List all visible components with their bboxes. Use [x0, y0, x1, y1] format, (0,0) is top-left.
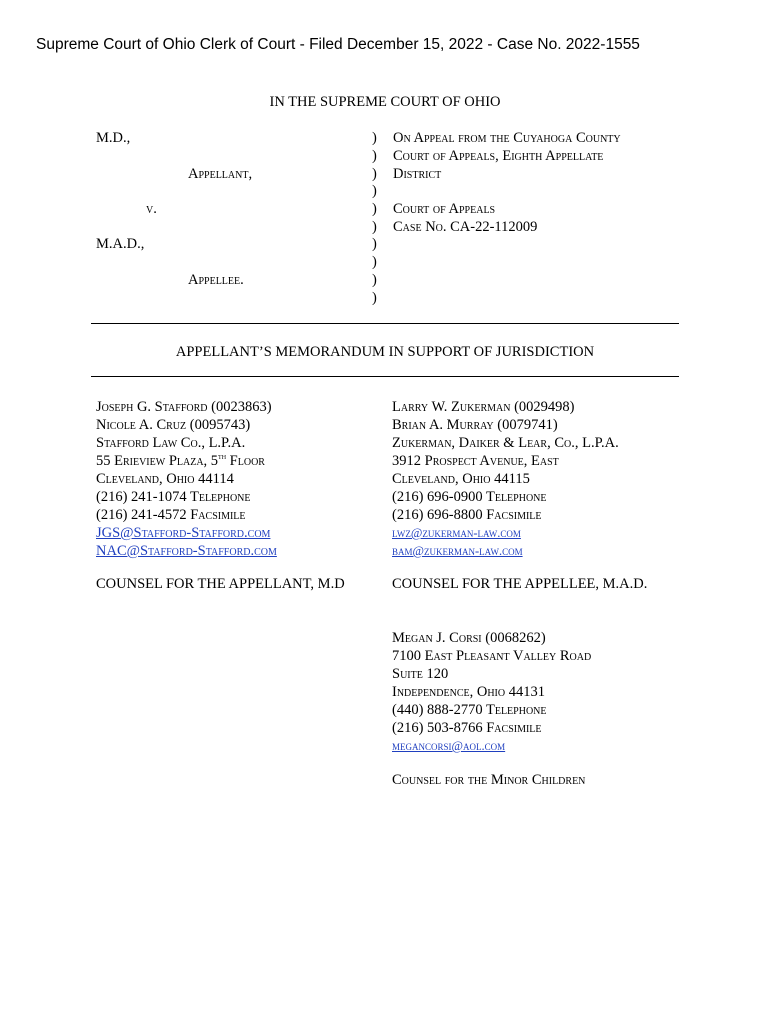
versus-label: v. [146, 201, 157, 217]
caption-paren: ) [372, 236, 377, 252]
title-divider [91, 376, 679, 377]
address-part: Floor [226, 453, 265, 469]
city-line: Cleveland, Ohio 44115 [392, 471, 530, 487]
appellant-role: Appellant, [188, 166, 253, 182]
filing-header: Supreme Court of Ohio Clerk of Court - Filed December 15, 2022 - Case No. 2022-1555 [36, 36, 640, 53]
facsimile-line: (216) 696-8800 Facsimile [392, 507, 542, 523]
caption-paren: ) [372, 148, 377, 164]
facsimile-line: (216) 503-8766 Facsimile [392, 720, 542, 736]
firm-name: Zukerman, Daiker & Lear, Co., L.P.A. [392, 435, 619, 451]
facsimile-line: (216) 241-4572 Facsimile [96, 507, 246, 523]
attorney-name: Joseph G. Stafford (0023863) [96, 399, 272, 415]
appeal-origin-line: District [393, 166, 442, 182]
appeal-origin-line: On Appeal from the Cuyahoga County [393, 130, 621, 146]
caption-paren: ) [372, 254, 377, 270]
appeal-origin-line: Court of Appeals, Eighth Appellate [393, 148, 604, 164]
caption-paren: ) [372, 272, 377, 288]
appellant-counsel-label: COUNSEL FOR THE APPELLANT, M.D [96, 576, 345, 592]
address-line: 3912 Prospect Avenue, East [392, 453, 559, 469]
firm-name: Stafford Law Co., L.P.A. [96, 435, 246, 451]
email-link[interactable]: NAC@Stafford-Stafford.com [96, 543, 277, 559]
caption-paren: ) [372, 166, 377, 182]
telephone-line: (440) 888-2770 Telephone [392, 702, 547, 718]
ordinal-suffix: th [218, 452, 227, 461]
email-link[interactable]: megancorsi@aol.com [392, 739, 506, 753]
address-line: 7100 East Pleasant Valley Road [392, 648, 592, 664]
attorney-name: Nicole A. Cruz (0095743) [96, 417, 251, 433]
city-line: Independence, Ohio 44131 [392, 684, 545, 700]
caption-paren: ) [372, 201, 377, 217]
appellee-counsel-block [392, 398, 619, 560]
telephone-line: (216) 241-1074 Telephone [96, 489, 251, 505]
caption-paren: ) [372, 219, 377, 235]
memorandum-title: APPELLANT’S MEMORANDUM IN SUPPORT OF JURISDICTION [175, 344, 595, 360]
caption-divider [91, 323, 679, 324]
address-line [96, 452, 277, 470]
appellee-role: Appellee. [188, 272, 244, 288]
attorney-name: Larry W. Zukerman (0029498) [392, 399, 575, 415]
telephone-line: (216) 696-0900 Telephone [392, 489, 547, 505]
email-link[interactable]: JGS@Stafford-Stafford.com [96, 525, 271, 541]
case-number-line: Case No. CA-22-112009 [393, 219, 538, 235]
email-link[interactable]: lwz@zukerman-law.com [392, 526, 521, 540]
email-link[interactable]: bam@zukerman-law.com [392, 544, 523, 558]
appellee-counsel-label: COUNSEL FOR THE APPELLEE, M.A.D. [392, 576, 648, 592]
children-counsel-block [392, 629, 591, 755]
caption-paren: ) [372, 130, 377, 146]
appellant-counsel-block [96, 398, 277, 560]
appellant-name: M.D., [96, 130, 131, 146]
children-counsel-label: Counsel for the Minor Children [392, 772, 586, 788]
caption-paren: ) [372, 290, 377, 306]
case-number-line: Court of Appeals [393, 201, 496, 217]
court-title: IN THE SUPREME COURT OF OHIO [269, 94, 501, 110]
address-line: Suite 120 [392, 666, 449, 682]
caption-paren: ) [372, 183, 377, 199]
city-line: Cleveland, Ohio 44114 [96, 471, 234, 487]
address-part: 55 Erieview Plaza, 5 [96, 453, 219, 469]
appellee-name: M.A.D., [96, 236, 145, 252]
attorney-name: Megan J. Corsi (0068262) [392, 630, 546, 646]
attorney-name: Brian A. Murray (0079741) [392, 417, 558, 433]
